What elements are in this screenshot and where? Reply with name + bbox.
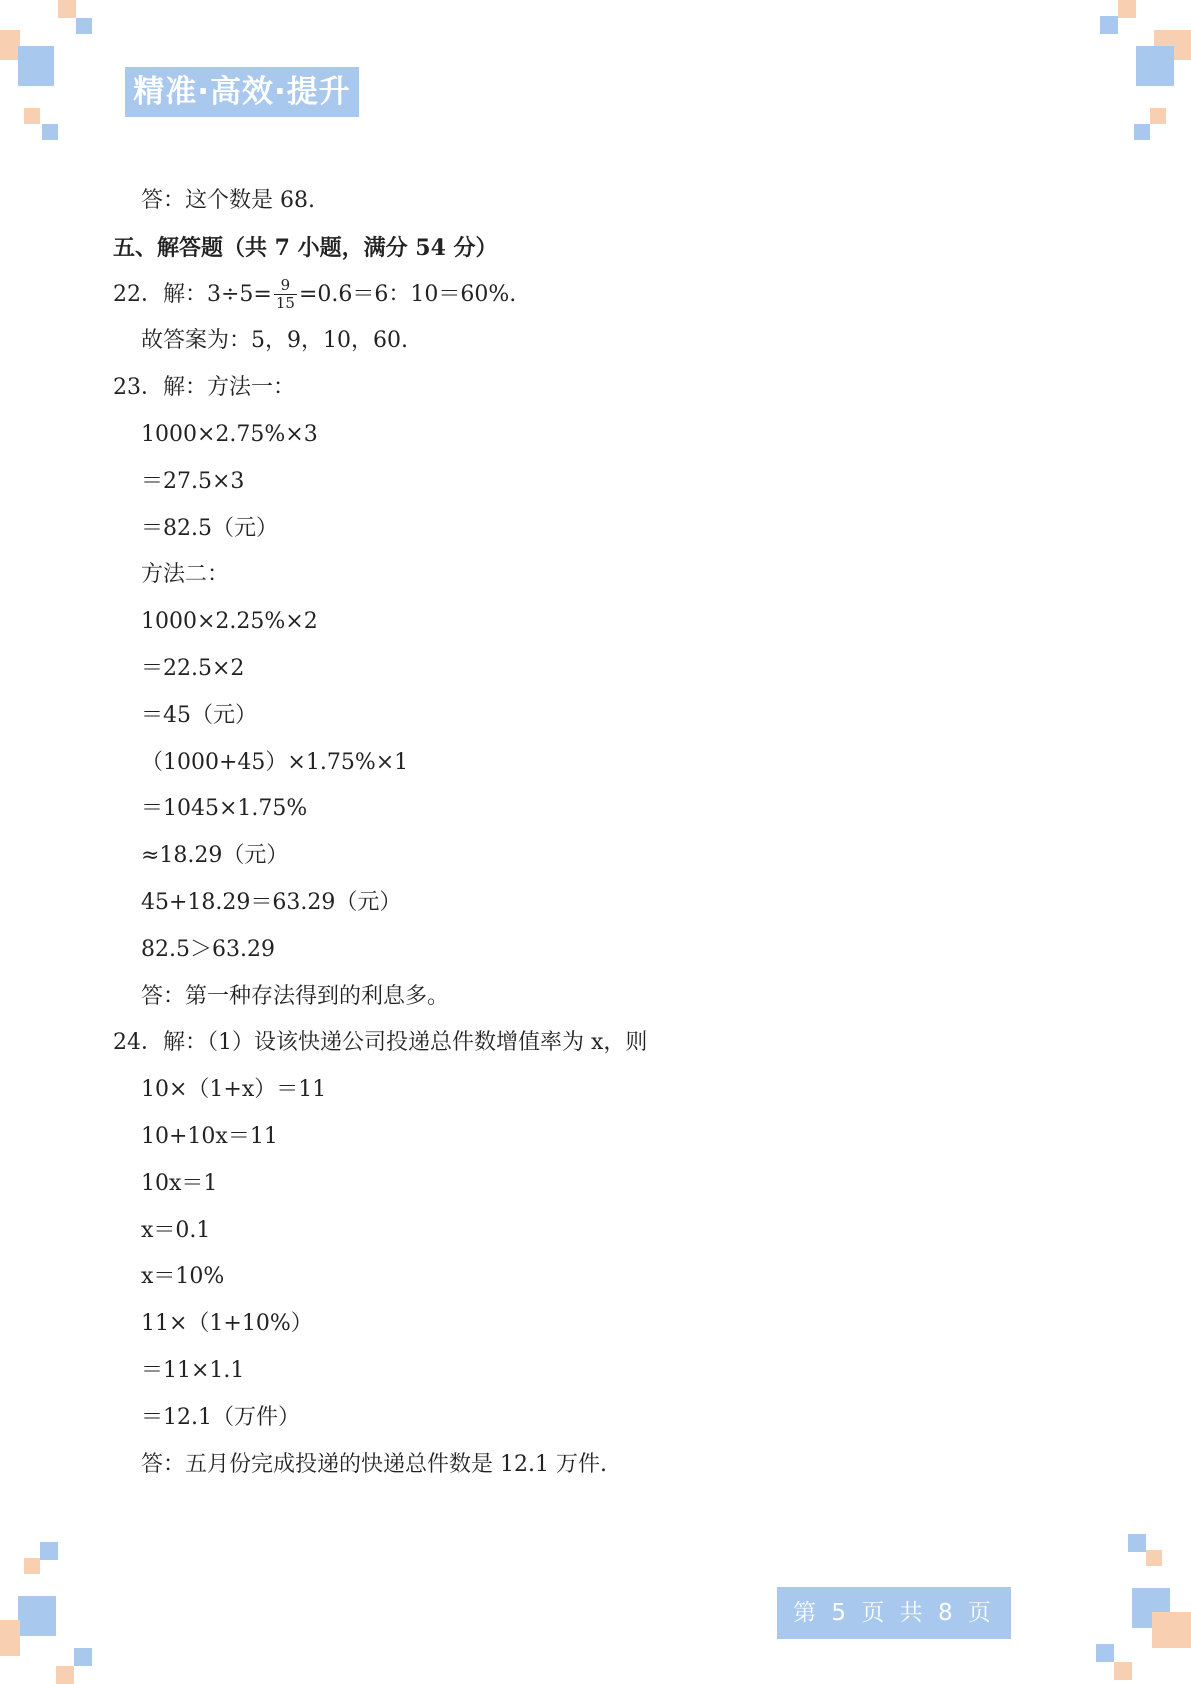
math-line: x＝0.1	[141, 1217, 211, 1243]
page-content	[113, 178, 1113, 1488]
math-line: 10x＝1	[141, 1170, 218, 1196]
math-line: ≈18.29（元）	[141, 843, 289, 869]
math-line: 10×（1+x）＝11	[141, 1077, 327, 1103]
math-line: ＝12.1（万件）	[141, 1404, 300, 1430]
math-line: （1000+45）×1.75%×1	[141, 749, 409, 775]
fraction	[274, 277, 297, 312]
fraction-denominator: 15	[275, 294, 295, 313]
math-line: x＝10%	[141, 1264, 225, 1290]
math-line: 1000×2.75%×3	[141, 421, 318, 447]
math-line: 11×（1+10%）	[141, 1311, 313, 1337]
math-line: ＝22.5×2	[141, 655, 245, 681]
math-line: ＝82.5（元）	[141, 515, 278, 541]
math-line: ＝45（元）	[141, 702, 257, 728]
header-banner: 精准·高效·提升	[125, 67, 359, 117]
section-heading: 五、解答题（共 7 小题，满分 54 分）	[113, 234, 498, 261]
page-number: 第 5 页 共 8 页	[777, 1587, 1011, 1639]
problem-23-answer: 答：第一种存法得到的利息多。	[141, 983, 450, 1009]
problem-23-start: 23．解：方法一：	[113, 375, 295, 401]
problem-22-expression-start: 22．解：3÷5=	[113, 281, 272, 307]
math-line: 45+18.29＝63.29（元）	[141, 889, 402, 915]
problem-24-start: 24．解：（1）设该快递公司投递总件数增值率为 x，则	[113, 1030, 648, 1056]
math-line: ＝1045×1.75%	[141, 796, 308, 822]
problem-22-solution	[113, 272, 1113, 319]
fraction-numerator: 9	[274, 277, 297, 295]
math-line: ＝11×1.1	[141, 1357, 245, 1383]
problem-24-answer: 答：五月份完成投递的快递总件数是 12.1 万件.	[141, 1451, 607, 1477]
method-two-label: 方法二：	[141, 562, 230, 588]
problem-22-answer: 故答案为：5，9，10，60.	[141, 328, 408, 354]
problem-22-expression-end: =0.6＝6：10＝60%.	[298, 281, 517, 307]
math-line: ＝27.5×3	[141, 468, 245, 494]
answer-line-21: 答：这个数是 68.	[141, 188, 315, 213]
math-line: 10+10x＝11	[141, 1123, 278, 1149]
math-line: 1000×2.25%×2	[141, 609, 318, 635]
math-line: 82.5＞63.29	[141, 936, 275, 962]
